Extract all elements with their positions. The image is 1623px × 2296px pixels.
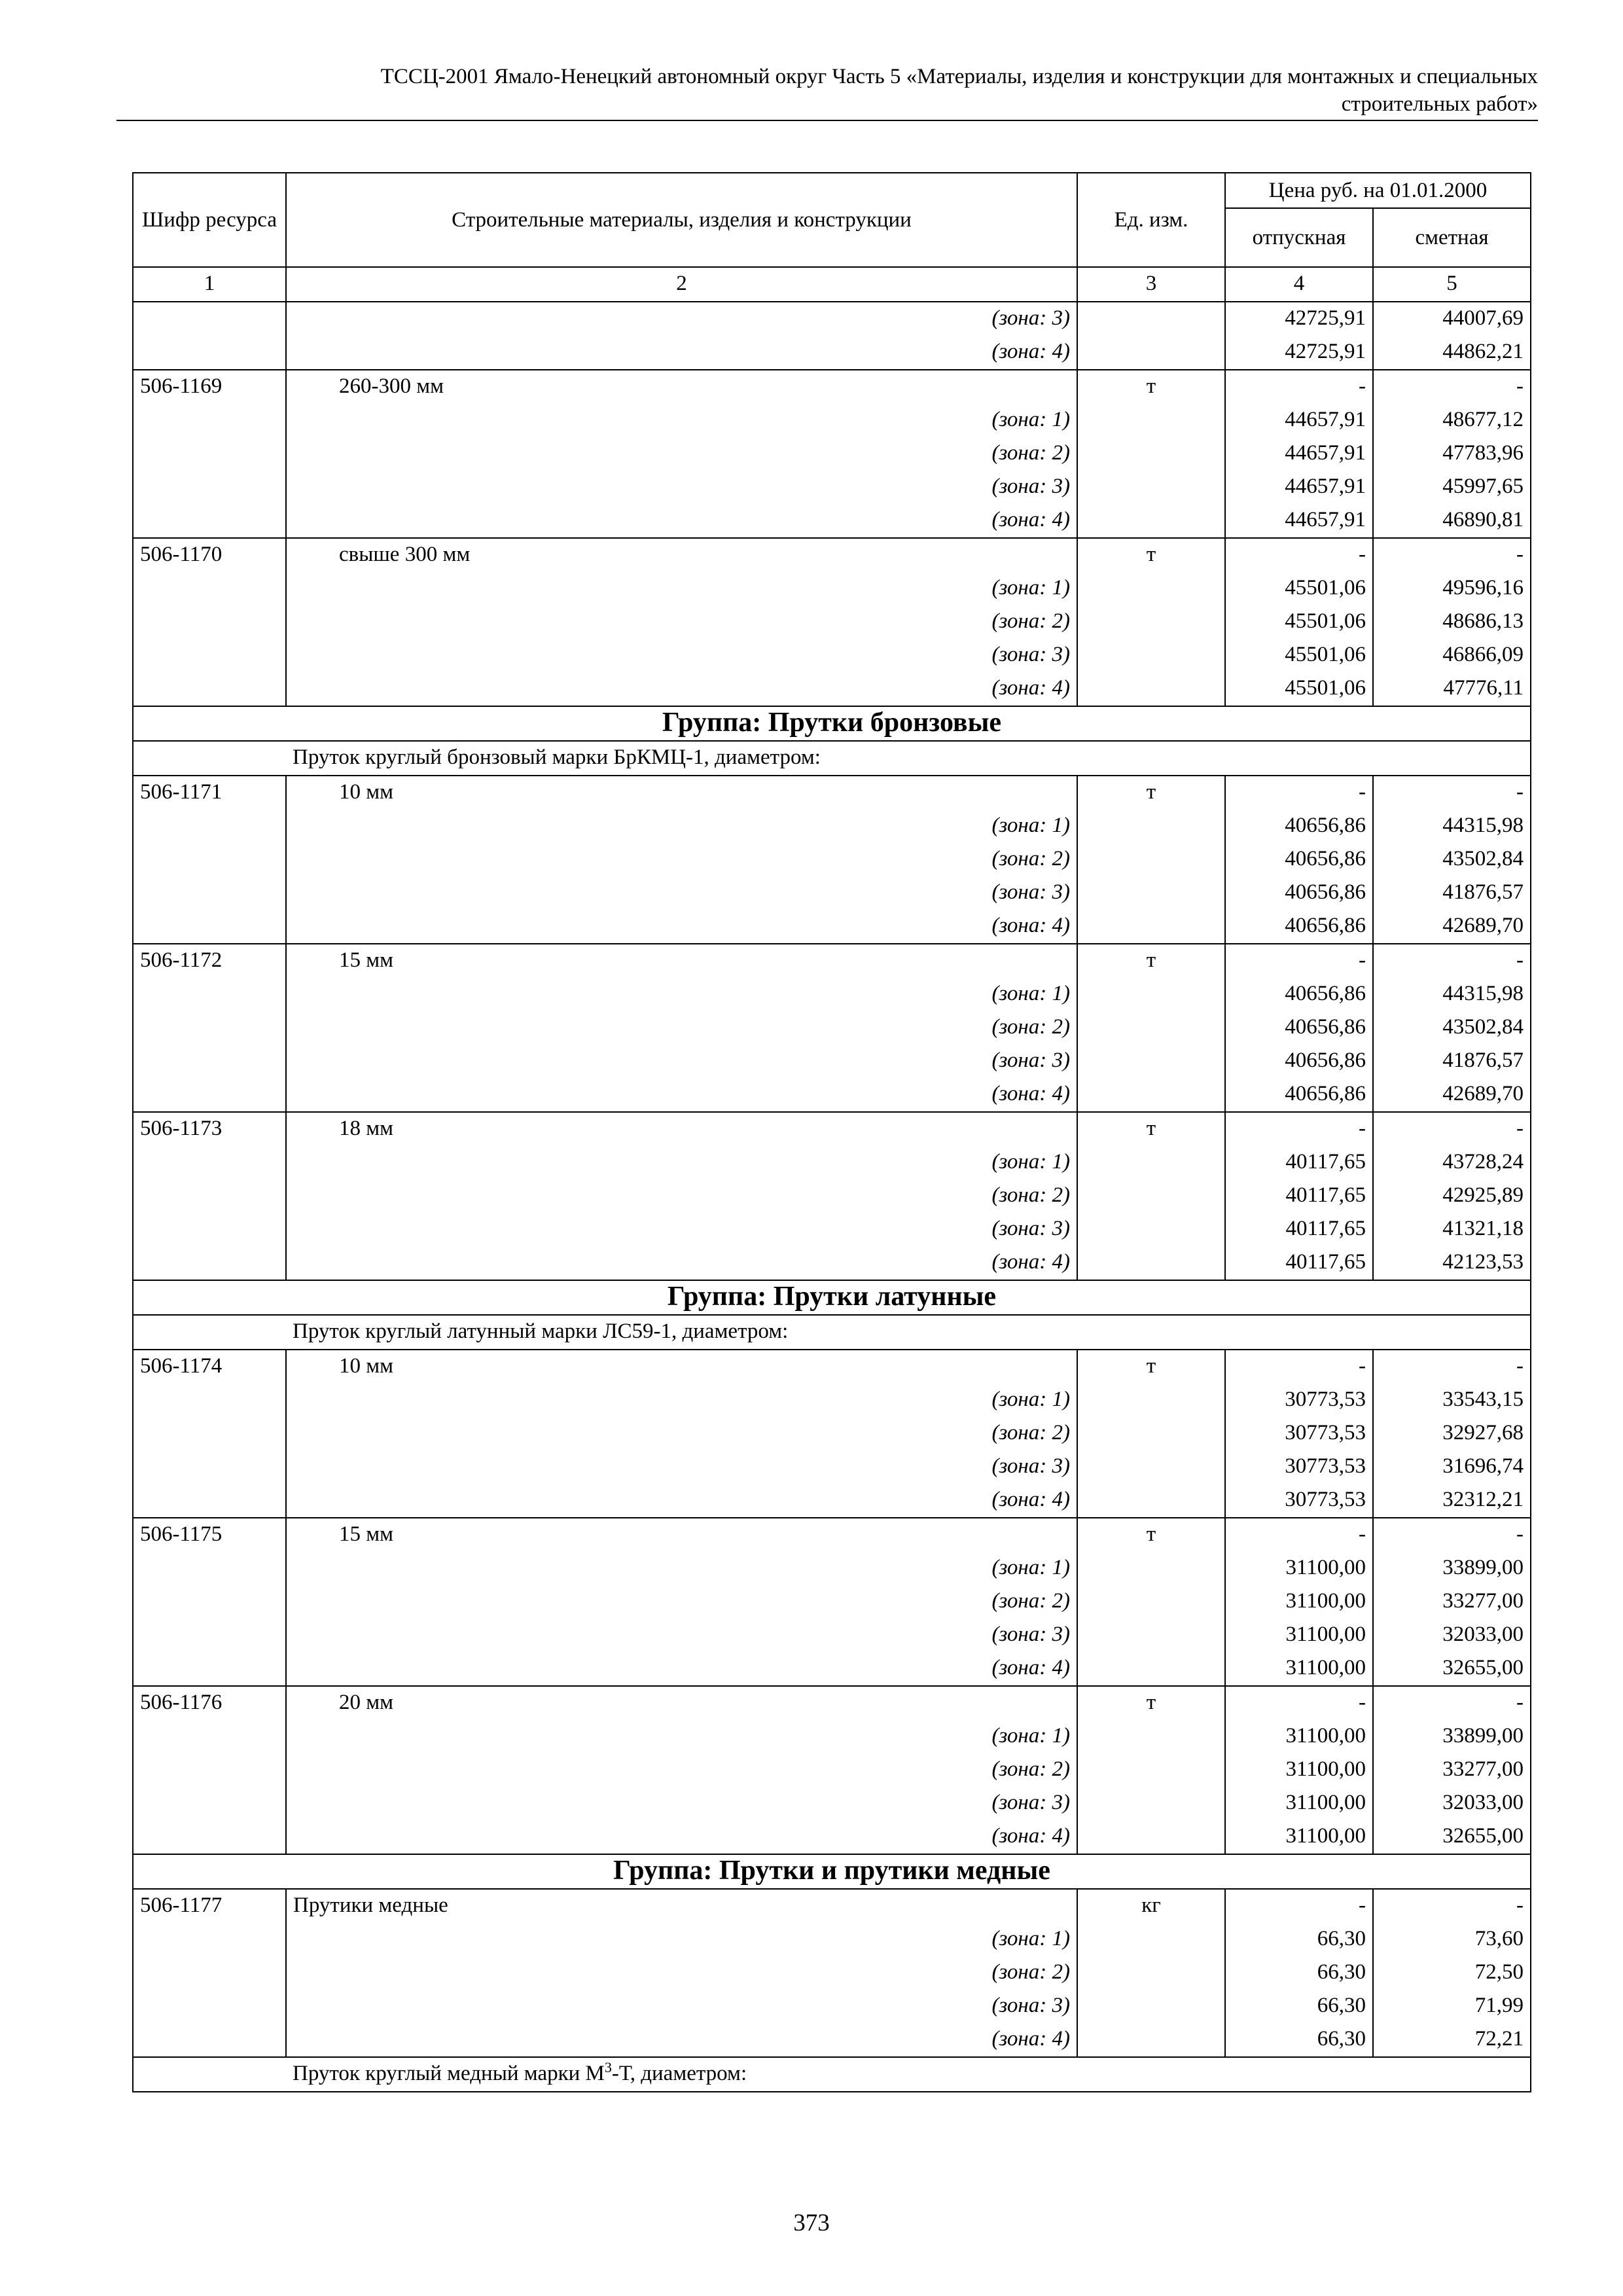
release-price: 31100,00 (1225, 1753, 1373, 1787)
group-intro-bronze (133, 741, 1531, 776)
zone-label: (зона: 4) (286, 1078, 1077, 1112)
zone-row (133, 672, 1531, 706)
estimate-price: 42689,70 (1373, 1078, 1531, 1112)
estimate-price: 48677,12 (1373, 404, 1531, 437)
unit: т (1077, 370, 1225, 404)
resource-code: 506-1170 (133, 538, 286, 572)
item-row-506-1169 (133, 370, 1531, 404)
release-price: 44657,91 (1225, 471, 1373, 504)
page-header (116, 63, 1538, 118)
item-row-506-1173 (133, 1112, 1531, 1146)
col-header-code: Шифр ресурса (133, 173, 286, 267)
estimate-price: 44862,21 (1373, 336, 1531, 370)
release-price: 31100,00 (1225, 1552, 1373, 1585)
estimate-price: 41876,57 (1373, 1045, 1531, 1078)
item-row-506-1174 (133, 1350, 1531, 1384)
zone-row (133, 1011, 1531, 1045)
zone-row (133, 1585, 1531, 1619)
col-header-release: отпускная (1225, 208, 1373, 267)
estimate-price: - (1373, 538, 1531, 572)
zone-row (133, 1484, 1531, 1518)
zone-label: (зона: 3) (286, 1619, 1077, 1652)
zone-label: (зона: 1) (286, 1552, 1077, 1585)
release-price: 31100,00 (1225, 1720, 1373, 1753)
col-number-3: 3 (1077, 267, 1225, 302)
zone-row (133, 810, 1531, 843)
release-price: 45501,06 (1225, 605, 1373, 639)
estimate-price: 33277,00 (1373, 1585, 1531, 1619)
resource-code: 506-1169 (133, 370, 286, 404)
material-name: 20 мм (286, 1686, 1077, 1720)
zone-label: (зона: 4) (286, 672, 1077, 706)
zone-label: (зона: 2) (286, 1585, 1077, 1619)
zone-label: (зона: 3) (286, 1045, 1077, 1078)
estimate-price: 72,50 (1373, 1956, 1531, 1990)
page-number: 373 (793, 2210, 830, 2236)
zone-label: (зона: 2) (286, 1179, 1077, 1213)
zone-row (133, 1417, 1531, 1450)
resource-code: 506-1174 (133, 1350, 286, 1384)
release-price: 66,30 (1225, 1956, 1373, 1990)
material-name: 15 мм (286, 1518, 1077, 1552)
zone-label: (зона: 4) (286, 2023, 1077, 2057)
resource-code: 506-1171 (133, 776, 286, 810)
estimate-price: - (1373, 776, 1531, 810)
estimate-price: 32655,00 (1373, 1820, 1531, 1854)
estimate-price: 33277,00 (1373, 1753, 1531, 1787)
estimate-price: 44315,98 (1373, 810, 1531, 843)
release-price: 31100,00 (1225, 1652, 1373, 1686)
unit: кг (1077, 1889, 1225, 1923)
unit: т (1077, 944, 1225, 978)
zone-label: (зона: 3) (286, 302, 1077, 336)
material-name: 10 мм (286, 776, 1077, 810)
zone-label: (зона: 1) (286, 1923, 1077, 1956)
col-number-2: 2 (286, 267, 1077, 302)
release-price: - (1225, 370, 1373, 404)
zone-row (133, 1045, 1531, 1078)
release-price: 42725,91 (1225, 302, 1373, 336)
resource-code: 506-1175 (133, 1518, 286, 1552)
zone-row (133, 1753, 1531, 1787)
release-price: - (1225, 776, 1373, 810)
col-header-estimate: сметная (1373, 208, 1531, 267)
release-price: 30773,53 (1225, 1450, 1373, 1484)
release-price: 31100,00 (1225, 1820, 1373, 1854)
release-price: 40656,86 (1225, 1045, 1373, 1078)
zone-label: (зона: 2) (286, 1417, 1077, 1450)
zone-label: (зона: 2) (286, 843, 1077, 876)
group-title: Группа: Прутки бронзовые (133, 706, 1531, 741)
unit: т (1077, 776, 1225, 810)
material-name: свыше 300 мм (286, 538, 1077, 572)
zone-label: (зона: 2) (286, 1956, 1077, 1990)
item-row-506-1171 (133, 776, 1531, 810)
estimate-price: 41876,57 (1373, 876, 1531, 910)
estimate-price: 44315,98 (1373, 978, 1531, 1011)
unit: т (1077, 1518, 1225, 1552)
estimate-price: - (1373, 370, 1531, 404)
resource-code: 506-1176 (133, 1686, 286, 1720)
material-name: 18 мм (286, 1112, 1077, 1146)
zone-row (133, 404, 1531, 437)
estimate-price: 33899,00 (1373, 1720, 1531, 1753)
zone-row (133, 1619, 1531, 1652)
item-row-506-1170 (133, 538, 1531, 572)
release-price: 30773,53 (1225, 1417, 1373, 1450)
zone-row (133, 1450, 1531, 1484)
estimate-price: 47783,96 (1373, 437, 1531, 471)
item-row-506-1172 (133, 944, 1531, 978)
zone-row (133, 1179, 1531, 1213)
zone-label: (зона: 4) (286, 910, 1077, 944)
estimate-price: 46890,81 (1373, 504, 1531, 538)
zone-row (133, 1990, 1531, 2023)
estimate-price: 42925,89 (1373, 1179, 1531, 1213)
zone-label: (зона: 1) (286, 1384, 1077, 1417)
header-line-1: ТССЦ-2001 Ямало-Ненецкий автономный округ Часть 5 «Материалы, изделия и конструкции для монтажных и специальных (380, 65, 1538, 88)
estimate-price: 32312,21 (1373, 1484, 1531, 1518)
group-heading-brass (133, 1280, 1531, 1315)
zone-row (133, 1923, 1531, 1956)
zone-label: (зона: 3) (286, 639, 1077, 672)
table-row (133, 336, 1531, 370)
zone-row (133, 1146, 1531, 1179)
release-price: - (1225, 944, 1373, 978)
zone-label: (зона: 2) (286, 437, 1077, 471)
release-price: 40656,86 (1225, 1078, 1373, 1112)
zone-row (133, 1213, 1531, 1246)
estimate-price: 31696,74 (1373, 1450, 1531, 1484)
estimate-price: - (1373, 1889, 1531, 1923)
estimate-price: 32927,68 (1373, 1417, 1531, 1450)
col-header-price-group: Цена руб. на 01.01.2000 (1225, 173, 1531, 208)
zone-label: (зона: 3) (286, 471, 1077, 504)
col-number-4: 4 (1225, 267, 1373, 302)
estimate-price: 42689,70 (1373, 910, 1531, 944)
release-price: - (1225, 1889, 1373, 1923)
zone-label: (зона: 4) (286, 504, 1077, 538)
estimate-price: 32033,00 (1373, 1619, 1531, 1652)
estimate-price: 32033,00 (1373, 1787, 1531, 1820)
group-intro-brass (133, 1315, 1531, 1350)
zone-label: (зона: 3) (286, 1450, 1077, 1484)
release-price: 42725,91 (1225, 336, 1373, 370)
zone-row (133, 1384, 1531, 1417)
release-price: 45501,06 (1225, 639, 1373, 672)
release-price: - (1225, 1350, 1373, 1384)
release-price: 40117,65 (1225, 1246, 1373, 1280)
zone-row (133, 1246, 1531, 1280)
zone-row (133, 1720, 1531, 1753)
estimate-price: 42123,53 (1373, 1246, 1531, 1280)
header-rule (116, 120, 1538, 121)
zone-row (133, 978, 1531, 1011)
group-intro-text: Пруток круглый латунный марки ЛС59-1, диаметром: (286, 1315, 1531, 1350)
material-name: Прутики медные (286, 1889, 1077, 1923)
estimate-price: 32655,00 (1373, 1652, 1531, 1686)
zone-row (133, 1078, 1531, 1112)
estimate-price: - (1373, 1686, 1531, 1720)
zone-row (133, 504, 1531, 538)
group-heading-bronze (133, 706, 1531, 741)
zone-label: (зона: 4) (286, 1246, 1077, 1280)
material-name: 260-300 мм (286, 370, 1077, 404)
material-name: 15 мм (286, 944, 1077, 978)
release-price: 40117,65 (1225, 1213, 1373, 1246)
estimate-price: 33899,00 (1373, 1552, 1531, 1585)
release-price: 31100,00 (1225, 1585, 1373, 1619)
resource-code: 506-1177 (133, 1889, 286, 1923)
estimate-price: - (1373, 1350, 1531, 1384)
header-line-2: строительных работ» (1341, 92, 1538, 116)
item-row-506-1175 (133, 1518, 1531, 1552)
zone-row (133, 1552, 1531, 1585)
estimate-price: 46866,09 (1373, 639, 1531, 672)
estimate-price: 48686,13 (1373, 605, 1531, 639)
unit: т (1077, 1112, 1225, 1146)
estimate-price: - (1373, 944, 1531, 978)
release-price: 40117,65 (1225, 1179, 1373, 1213)
zone-label: (зона: 3) (286, 876, 1077, 910)
col-number-1: 1 (133, 267, 286, 302)
zone-label: (зона: 2) (286, 1753, 1077, 1787)
zone-label: (зона: 2) (286, 605, 1077, 639)
group-intro-text: Пруток круглый бронзовый марки БрКМЦ-1, диаметром: (286, 741, 1531, 776)
estimate-price: 41321,18 (1373, 1213, 1531, 1246)
zone-label: (зона: 1) (286, 572, 1077, 605)
zone-row (133, 1956, 1531, 1990)
release-price: 45501,06 (1225, 572, 1373, 605)
zone-row (133, 2023, 1531, 2057)
release-price: 66,30 (1225, 1923, 1373, 1956)
release-price: - (1225, 1112, 1373, 1146)
unit: т (1077, 1686, 1225, 1720)
release-price: 31100,00 (1225, 1619, 1373, 1652)
col-header-unit: Ед. изм. (1077, 173, 1225, 267)
release-price: 40656,86 (1225, 978, 1373, 1011)
zone-label: (зона: 3) (286, 1213, 1077, 1246)
group-intro-text: Пруток круглый медный марки $М^3-Т$, диаметром: (286, 2057, 1531, 2092)
estimate-price: 43728,24 (1373, 1146, 1531, 1179)
zone-row (133, 572, 1531, 605)
resource-code: 506-1173 (133, 1112, 286, 1146)
zone-row (133, 639, 1531, 672)
resource-code: 506-1172 (133, 944, 286, 978)
release-price: 30773,53 (1225, 1484, 1373, 1518)
item-row-506-1176 (133, 1686, 1531, 1720)
estimate-price: 49596,16 (1373, 572, 1531, 605)
zone-label: (зона: 2) (286, 1011, 1077, 1045)
release-price: 44657,91 (1225, 404, 1373, 437)
estimate-price: 71,99 (1373, 1990, 1531, 2023)
zone-label: (зона: 1) (286, 978, 1077, 1011)
estimate-price: - (1373, 1112, 1531, 1146)
zone-label: (зона: 1) (286, 1146, 1077, 1179)
zone-row (133, 1820, 1531, 1854)
zone-row (133, 1787, 1531, 1820)
unit: т (1077, 538, 1225, 572)
unit: т (1077, 1350, 1225, 1384)
group-title: Группа: Прутки и прутики медные (133, 1854, 1531, 1889)
zone-label: (зона: 4) (286, 1484, 1077, 1518)
release-price: 66,30 (1225, 2023, 1373, 2057)
material-name: 10 мм (286, 1350, 1077, 1384)
zone-label: (зона: 3) (286, 1990, 1077, 2023)
release-price: 40656,86 (1225, 810, 1373, 843)
zone-row (133, 876, 1531, 910)
col-header-name: Строительные материалы, изделия и конструкции (286, 173, 1077, 267)
release-price: 44657,91 (1225, 504, 1373, 538)
release-price: 45501,06 (1225, 672, 1373, 706)
release-price: 44657,91 (1225, 437, 1373, 471)
estimate-price: 47776,11 (1373, 672, 1531, 706)
zone-row (133, 605, 1531, 639)
release-price: 40656,86 (1225, 910, 1373, 944)
zone-row (133, 910, 1531, 944)
estimate-price: 44007,69 (1373, 302, 1531, 336)
zone-label: (зона: 4) (286, 336, 1077, 370)
release-price: - (1225, 1686, 1373, 1720)
item-row-506-1177 (133, 1889, 1531, 1923)
zone-row (133, 843, 1531, 876)
release-price: - (1225, 1518, 1373, 1552)
group-heading-copper (133, 1854, 1531, 1889)
zone-label: (зона: 1) (286, 810, 1077, 843)
release-price: 30773,53 (1225, 1384, 1373, 1417)
estimate-price: 73,60 (1373, 1923, 1531, 1956)
zone-label: (зона: 4) (286, 1652, 1077, 1686)
zone-label: (зона: 3) (286, 1787, 1077, 1820)
estimate-price: 43502,84 (1373, 1011, 1531, 1045)
release-price: 40656,86 (1225, 843, 1373, 876)
release-price: 40656,86 (1225, 1011, 1373, 1045)
zone-label: (зона: 1) (286, 1720, 1077, 1753)
estimate-price: 72,21 (1373, 2023, 1531, 2057)
zone-label: (зона: 4) (286, 1820, 1077, 1854)
estimate-price: 45997,65 (1373, 471, 1531, 504)
estimate-price: - (1373, 1518, 1531, 1552)
col-number-5: 5 (1373, 267, 1531, 302)
zone-row (133, 471, 1531, 504)
estimate-price: 43502,84 (1373, 843, 1531, 876)
release-price: 31100,00 (1225, 1787, 1373, 1820)
release-price: 40117,65 (1225, 1146, 1373, 1179)
zone-row (133, 437, 1531, 471)
group-title: Группа: Прутки латунные (133, 1280, 1531, 1315)
release-price: - (1225, 538, 1373, 572)
release-price: 40656,86 (1225, 876, 1373, 910)
estimate-price: 33543,15 (1373, 1384, 1531, 1417)
table-row (133, 302, 1531, 336)
zone-label: (зона: 1) (286, 404, 1077, 437)
zone-row (133, 1652, 1531, 1686)
release-price: 66,30 (1225, 1990, 1373, 2023)
group-intro-copper (133, 2057, 1531, 2092)
price-table (132, 172, 1531, 2092)
